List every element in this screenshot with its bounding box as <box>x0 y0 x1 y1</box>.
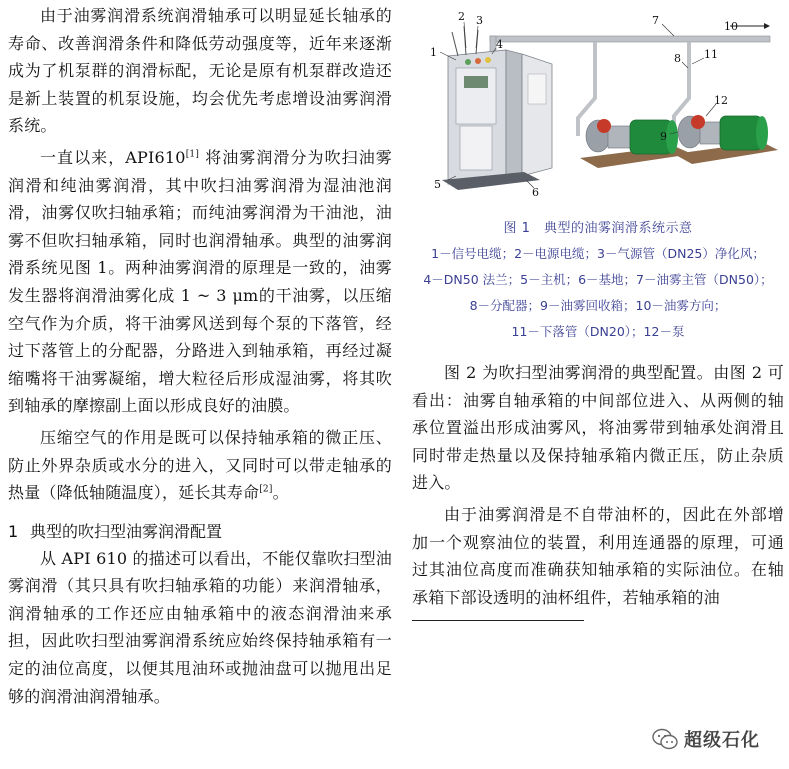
paragraph-intro: 由于油雾润滑系统润滑轴承可以明显延长轴承的寿命、改善润滑条件和降低劳动强度等，近年来逐渐成为了机泵群的润滑标配，无论是原有机泵群改造还是新上装置的机泵设施，均会优先考虑增设油雾润滑系统。 <box>8 6 392 136</box>
callout-10: 10 <box>724 20 738 33</box>
paragraph-api610 <box>8 144 392 420</box>
section-title: 典型的吹扫型油雾润滑配置 <box>30 521 223 541</box>
wechat-icon <box>652 728 678 750</box>
watermark-text: 超级石化 <box>684 730 760 751</box>
callout-8: 8 <box>674 52 681 65</box>
main-unit-cabinet <box>448 50 552 184</box>
watermark <box>652 724 782 754</box>
paragraph-compressed-air <box>8 424 392 507</box>
figure-legend-line-4: 11－下落管（DN20）；12－泵 <box>511 324 685 339</box>
api610-text-b: 将油雾润滑分为吹扫油雾润滑和纯油雾润滑，其中吹扫油雾润滑为湿油池润滑，油雾仅吹扫轴承箱；而纯油雾润滑为干油池，油雾不但吹扫轴承箱，同时也润滑轴承。典型的油雾润滑系统见图 1。两种油雾润滑的原理是一致的，油雾发生器将润滑油雾化成 1 ~ 3 μm的干油雾，以压缩空气作为介质，将干油雾风送到每个泵的下落管，经过下落管上的分配器，分路进入到轴承箱，再经过凝缩嘴将干油雾凝缩，增大粒径后形成湿油雾，将其吹到轴承的摩擦副上面以形成良好的油膜。 <box>8 147 392 416</box>
callout-5: 5 <box>434 178 441 191</box>
reference-1[interactable]: [1] <box>185 149 200 160</box>
section-number: 1 <box>8 521 19 541</box>
footnote-separator <box>412 620 584 621</box>
reference-2[interactable]: [2] <box>259 484 273 495</box>
pump-set-1 <box>580 119 692 168</box>
callout-1: 1 <box>430 46 437 59</box>
callout-4: 4 <box>496 38 503 51</box>
callout-3: 3 <box>476 14 483 27</box>
section-heading <box>8 518 392 545</box>
figure-caption-title: 图 1 典型的油雾润滑系统示意 <box>503 221 693 236</box>
api610-text-a: 一直以来，API610 <box>40 147 186 167</box>
oil-mist-system-diagram <box>412 8 784 213</box>
signal-cable <box>452 32 458 56</box>
callout-9: 9 <box>660 130 667 143</box>
figure-legend-line-1: 1－信号电缆；2－电源电缆；3－气源管（DN25）净化风； <box>431 246 765 261</box>
callout-7: 7 <box>652 14 659 27</box>
right-column <box>412 0 784 611</box>
callout-12: 12 <box>714 94 728 107</box>
paragraph-oil-level: 由于油雾润滑是不自带油杯的，因此在外部增加一个观察油位的装置，利用连通器的原理，可通过其油位高度而准确获知轴承箱的实际油位。在轴承箱下部设透明的油杯组件，若轴承箱的油 <box>412 504 784 607</box>
pump-set-2 <box>674 115 778 164</box>
paragraph-figure-2: 图 2 为吹扫型油雾润滑的典型配置。由图 2 可看出：油雾自轴承箱的中间部位进入、从两侧的轴承位置溢出形成油雾风，将油雾带到轴承处润滑且同时带走热量以及保持轴承箱内微正压，防止杂质进入。 <box>412 363 784 493</box>
direction-arrowhead <box>764 23 770 29</box>
figure-legend-line-3: 8－分配器；9－油雾回收箱；10－油雾方向； <box>469 298 727 313</box>
left-column <box>8 0 392 710</box>
air-text-a: 压缩空气的作用是既可以保持轴承箱的微正压、防止外界杂质或水分的进入，又同时可以带走轴承的热量（降低轴随温度），延长其寿命 <box>8 427 392 503</box>
callout-11: 11 <box>704 48 718 61</box>
callout-6: 6 <box>532 186 539 199</box>
paragraph-purge-config: 从 API 610 的描述可以看出，不能仅靠吹扫型油雾润滑（其只具有吹扫轴承箱的功能）来润滑轴承，润滑轴承的工作还应由轴承箱中的液态润滑油来承担，因此吹扫型油雾润滑系统应始终保持轴承箱有一定的油位高度，以便其甩油环或抛油盘可以抛甩出足够的润滑油润滑轴承。 <box>8 548 392 706</box>
callout-2: 2 <box>458 10 465 23</box>
figure-1-illustration <box>412 8 784 213</box>
air-text-b: 。 <box>272 483 289 503</box>
oil-mist-main-pipe <box>490 36 770 42</box>
figure-legend-line-2: 4－DN50 法兰；5－主机；6－基地；7－油雾主管（DN50）； <box>423 272 773 287</box>
